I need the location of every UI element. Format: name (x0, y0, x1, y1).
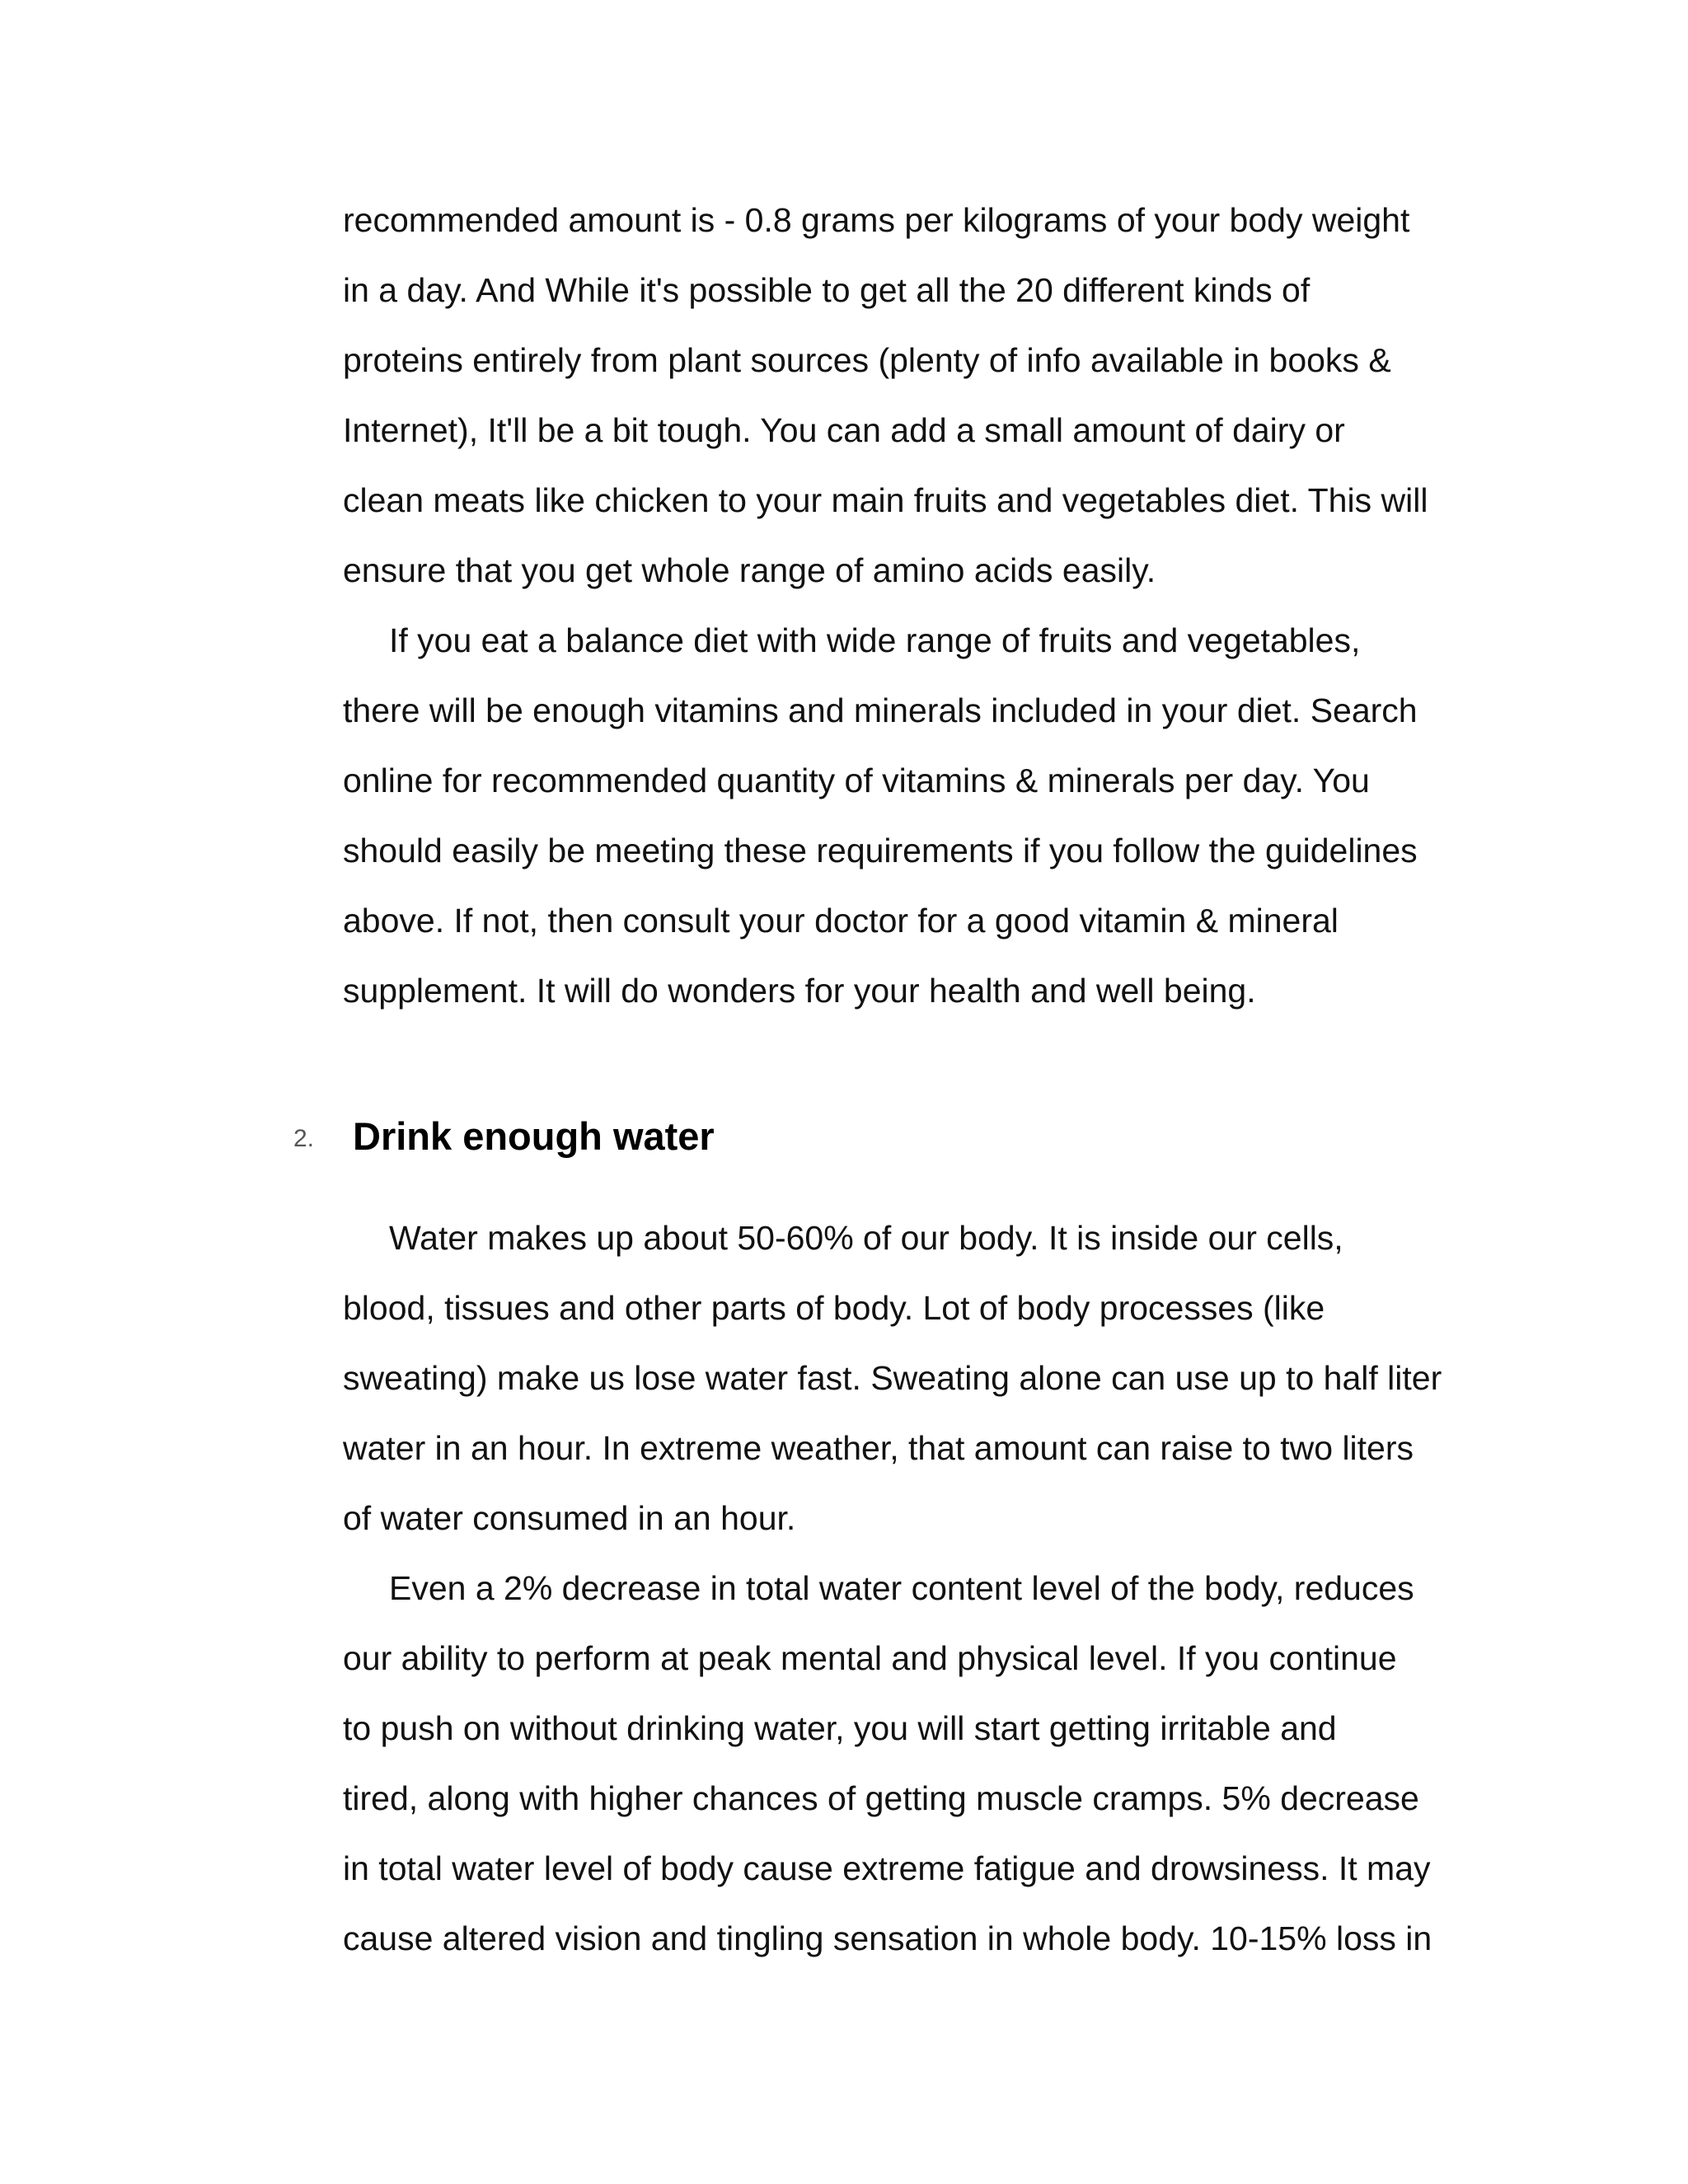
text-line: in total water level of body cause extreme fatigue and drowsiness. It may (343, 1849, 1431, 1887)
text-line: ensure that you get whole range of amino acids easily. (343, 551, 1156, 589)
text-line: Even a 2% decrease in total water content level of the body, reduces (389, 1569, 1414, 1607)
text-line: Internet), It'll be a bit tough. You can add a small amount of dairy or (343, 411, 1345, 449)
text-line: clean meats like chicken to your main fruits and vegetables diet. This will (343, 481, 1428, 519)
text-line: proteins entirely from plant sources (plenty of info available in books & (343, 341, 1391, 379)
text-line: there will be enough vitamins and minerals included in your diet. Search (343, 691, 1418, 729)
body-text-top (343, 185, 1480, 1026)
text-line: blood, tissues and other parts of body. Lot of body processes (like (343, 1289, 1325, 1327)
text-line: to push on without drinking water, you will start getting irritable and (343, 1709, 1337, 1747)
section-title: Drink enough water (353, 1113, 715, 1158)
text-line: above. If not, then consult your doctor for a good vitamin & mineral (343, 902, 1339, 940)
list-number: 2. (293, 1125, 315, 1152)
text-line: supplement. It will do wonders for your health and well being. (343, 972, 1256, 1010)
text-line: sweating) make us lose water fast. Sweating alone can use up to half liter (343, 1359, 1442, 1397)
text-line: our ability to perform at peak mental and physical level. If you continue (343, 1639, 1397, 1677)
text-line: water in an hour. In extreme weather, that amount can raise to two liters (343, 1429, 1414, 1467)
text-line: in a day. And While it's possible to get all the 20 different kinds of (343, 271, 1311, 309)
text-line: cause altered vision and tingling sensation in whole body. 10-15% loss in (343, 1919, 1432, 1957)
section-heading (293, 1103, 715, 1169)
text-line: should easily be meeting these requirements if you follow the guidelines (343, 832, 1418, 869)
text-line: of water consumed in an hour. (343, 1499, 796, 1537)
text-line: recommended amount is - 0.8 grams per kilograms of your body weight (343, 201, 1410, 239)
text-line: If you eat a balance diet with wide range of fruits and vegetables, (389, 621, 1361, 659)
text-line: online for recommended quantity of vitamins & minerals per day. You (343, 762, 1370, 799)
body-text-bottom (343, 1203, 1480, 1974)
text-line: Water makes up about 50-60% of our body. It is inside our cells, (389, 1219, 1343, 1257)
text-line: tired, along with higher chances of getting muscle cramps. 5% decrease (343, 1779, 1419, 1817)
